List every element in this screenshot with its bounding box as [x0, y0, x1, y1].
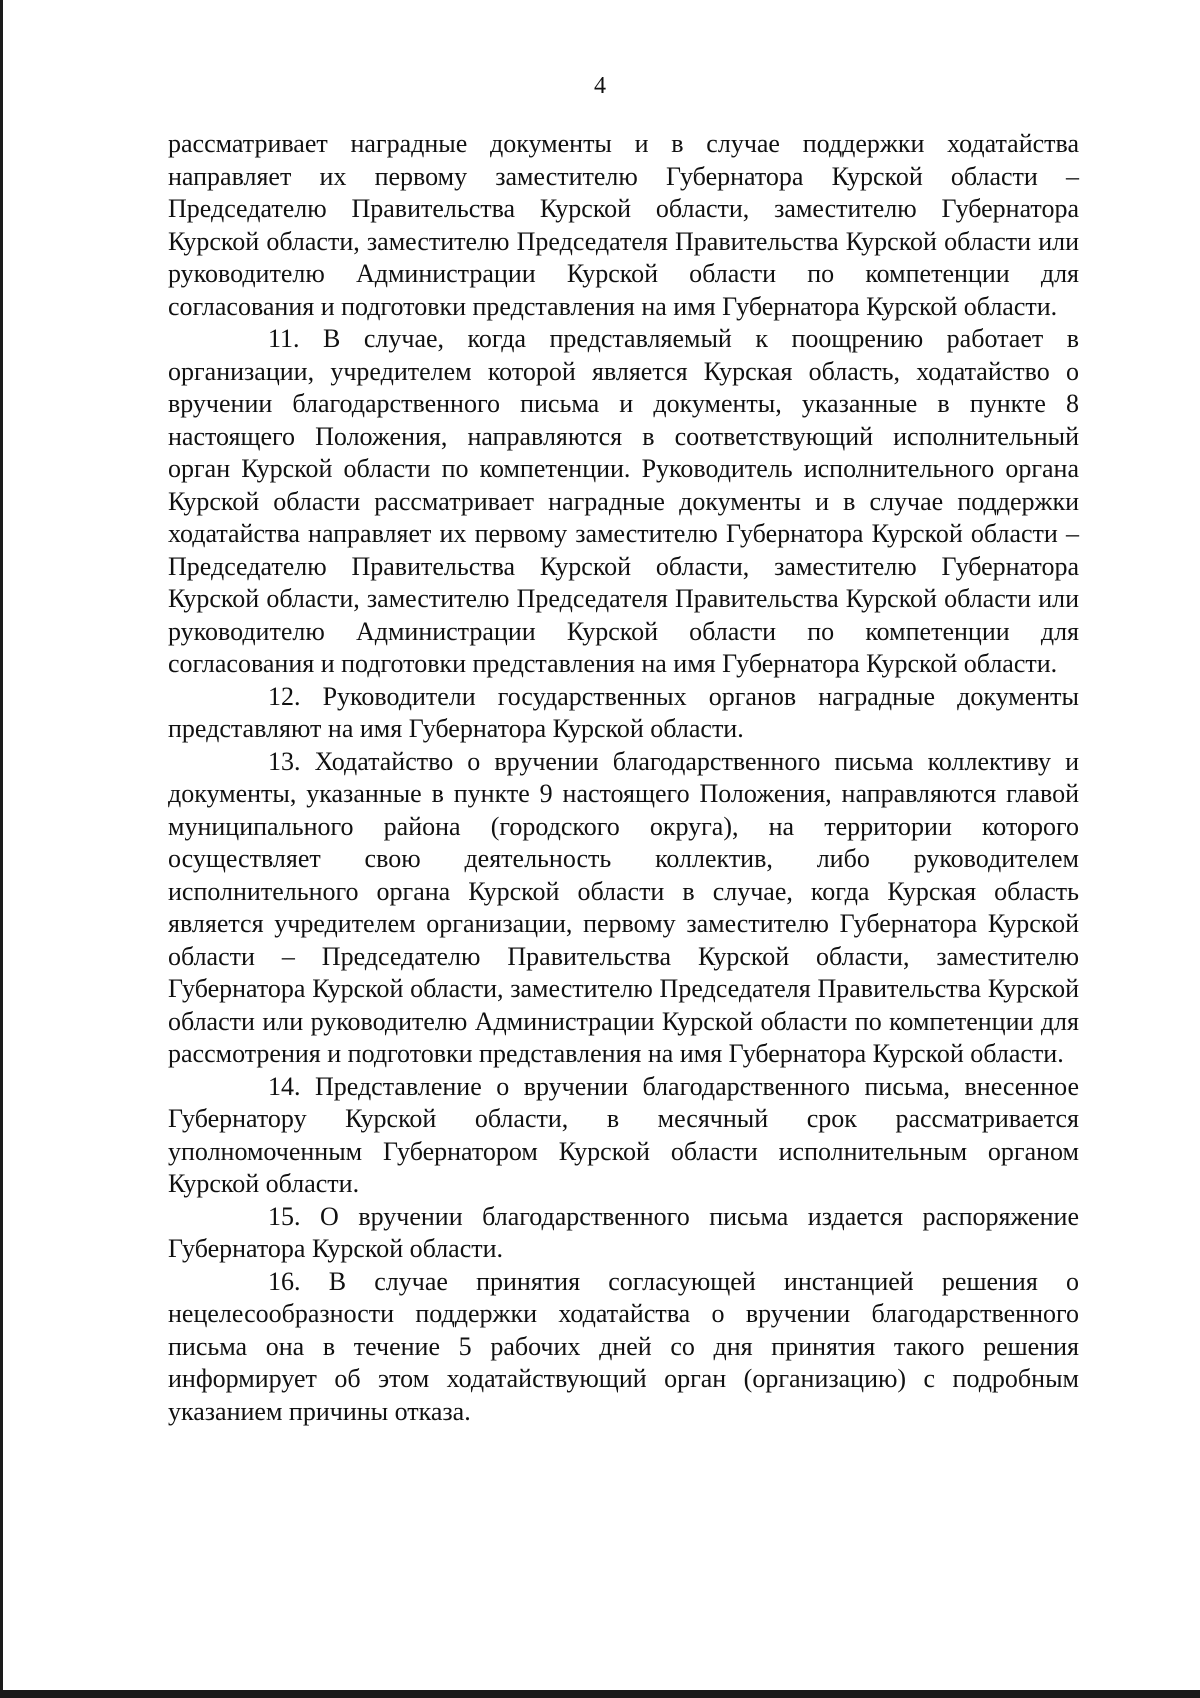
paragraph-item-12: 12. Руководители государственных органов наградные документы представляют на имя Губернатора Курской области. — [168, 681, 1079, 743]
paragraph-item-11: 11. В случае, когда представляемый к поощрению работает в организации, учредителем которой является Курская область, ходатайство о вручении благодарственного письма и документы, указанные в пункте 8 настоящего Положения, направляются в соответствующий исполнительный орган Курской области по компетенции. Руководитель исполнительного органа Курской области рассматривает наградные документы и в случае поддержки ходатайства направляет их первому заместителю Губернатора Курской области – Председателю Правительства Курской области, заместителю Губернатора Курской области, заместителю Председателя Правительства Курской области или руководителю Администрации Курской области по компетенции для согласования и подготовки представления на имя Губернатора Курской области. — [168, 324, 1079, 678]
scan-border-bottom — [0, 1690, 1200, 1698]
page-number: 4 — [594, 73, 606, 99]
scan-border-left — [0, 0, 3, 1698]
paragraph-item-15: 15. О вручении благодарственного письма издается распоряжение Губернатора Курской области. — [168, 1201, 1079, 1263]
paragraph-item-16: 16. В случае принятия согласующей инстанцией решения о нецелесообразности поддержки ходатайства о вручении благодарственного письма она в течение 5 рабочих дней со дня принятия такого решения информирует об этом ходатайствующий орган (организацию) с подробным указанием причины отказа. — [168, 1266, 1079, 1426]
document-body — [168, 128, 1079, 1428]
paragraph-item-13: 13. Ходатайство о вручении благодарственного письма коллективу и документы, указанные в пункте 9 настоящего Положения, направляются главой муниципального района (городского округа), на территории которого осуществляет свою деятельность коллектив, либо руководителем исполнительного органа Курской области в случае, когда Курская область является учредителем организации, первому заместителю Губернатора Курской области – Председателю Правительства Курской области, заместителю Губернатора Курской области, заместителю Председателя Правительства Курской области или руководителю Администрации Курской области по компетенции для рассмотрения и подготовки представления на имя Губернатора Курской области. — [168, 746, 1079, 1068]
paragraph-continuation: рассматривает наградные документы и в случае поддержки ходатайства направляет их первому заместителю Губернатора Курской области – Председателю Правительства Курской области, заместителю Губернатора Курской области, заместителю Председателя Правительства Курской области или руководителю Администрации Курской области по компетенции для согласования и подготовки представления на имя Губернатора Курской области. — [168, 129, 1079, 321]
paragraph-item-14: 14. Представление о вручении благодарственного письма, внесенное Губернатору Курской области, в месячный срок рассматривается уполномоченным Губернатором Курской области исполнительным органом Курской области. — [168, 1071, 1079, 1198]
